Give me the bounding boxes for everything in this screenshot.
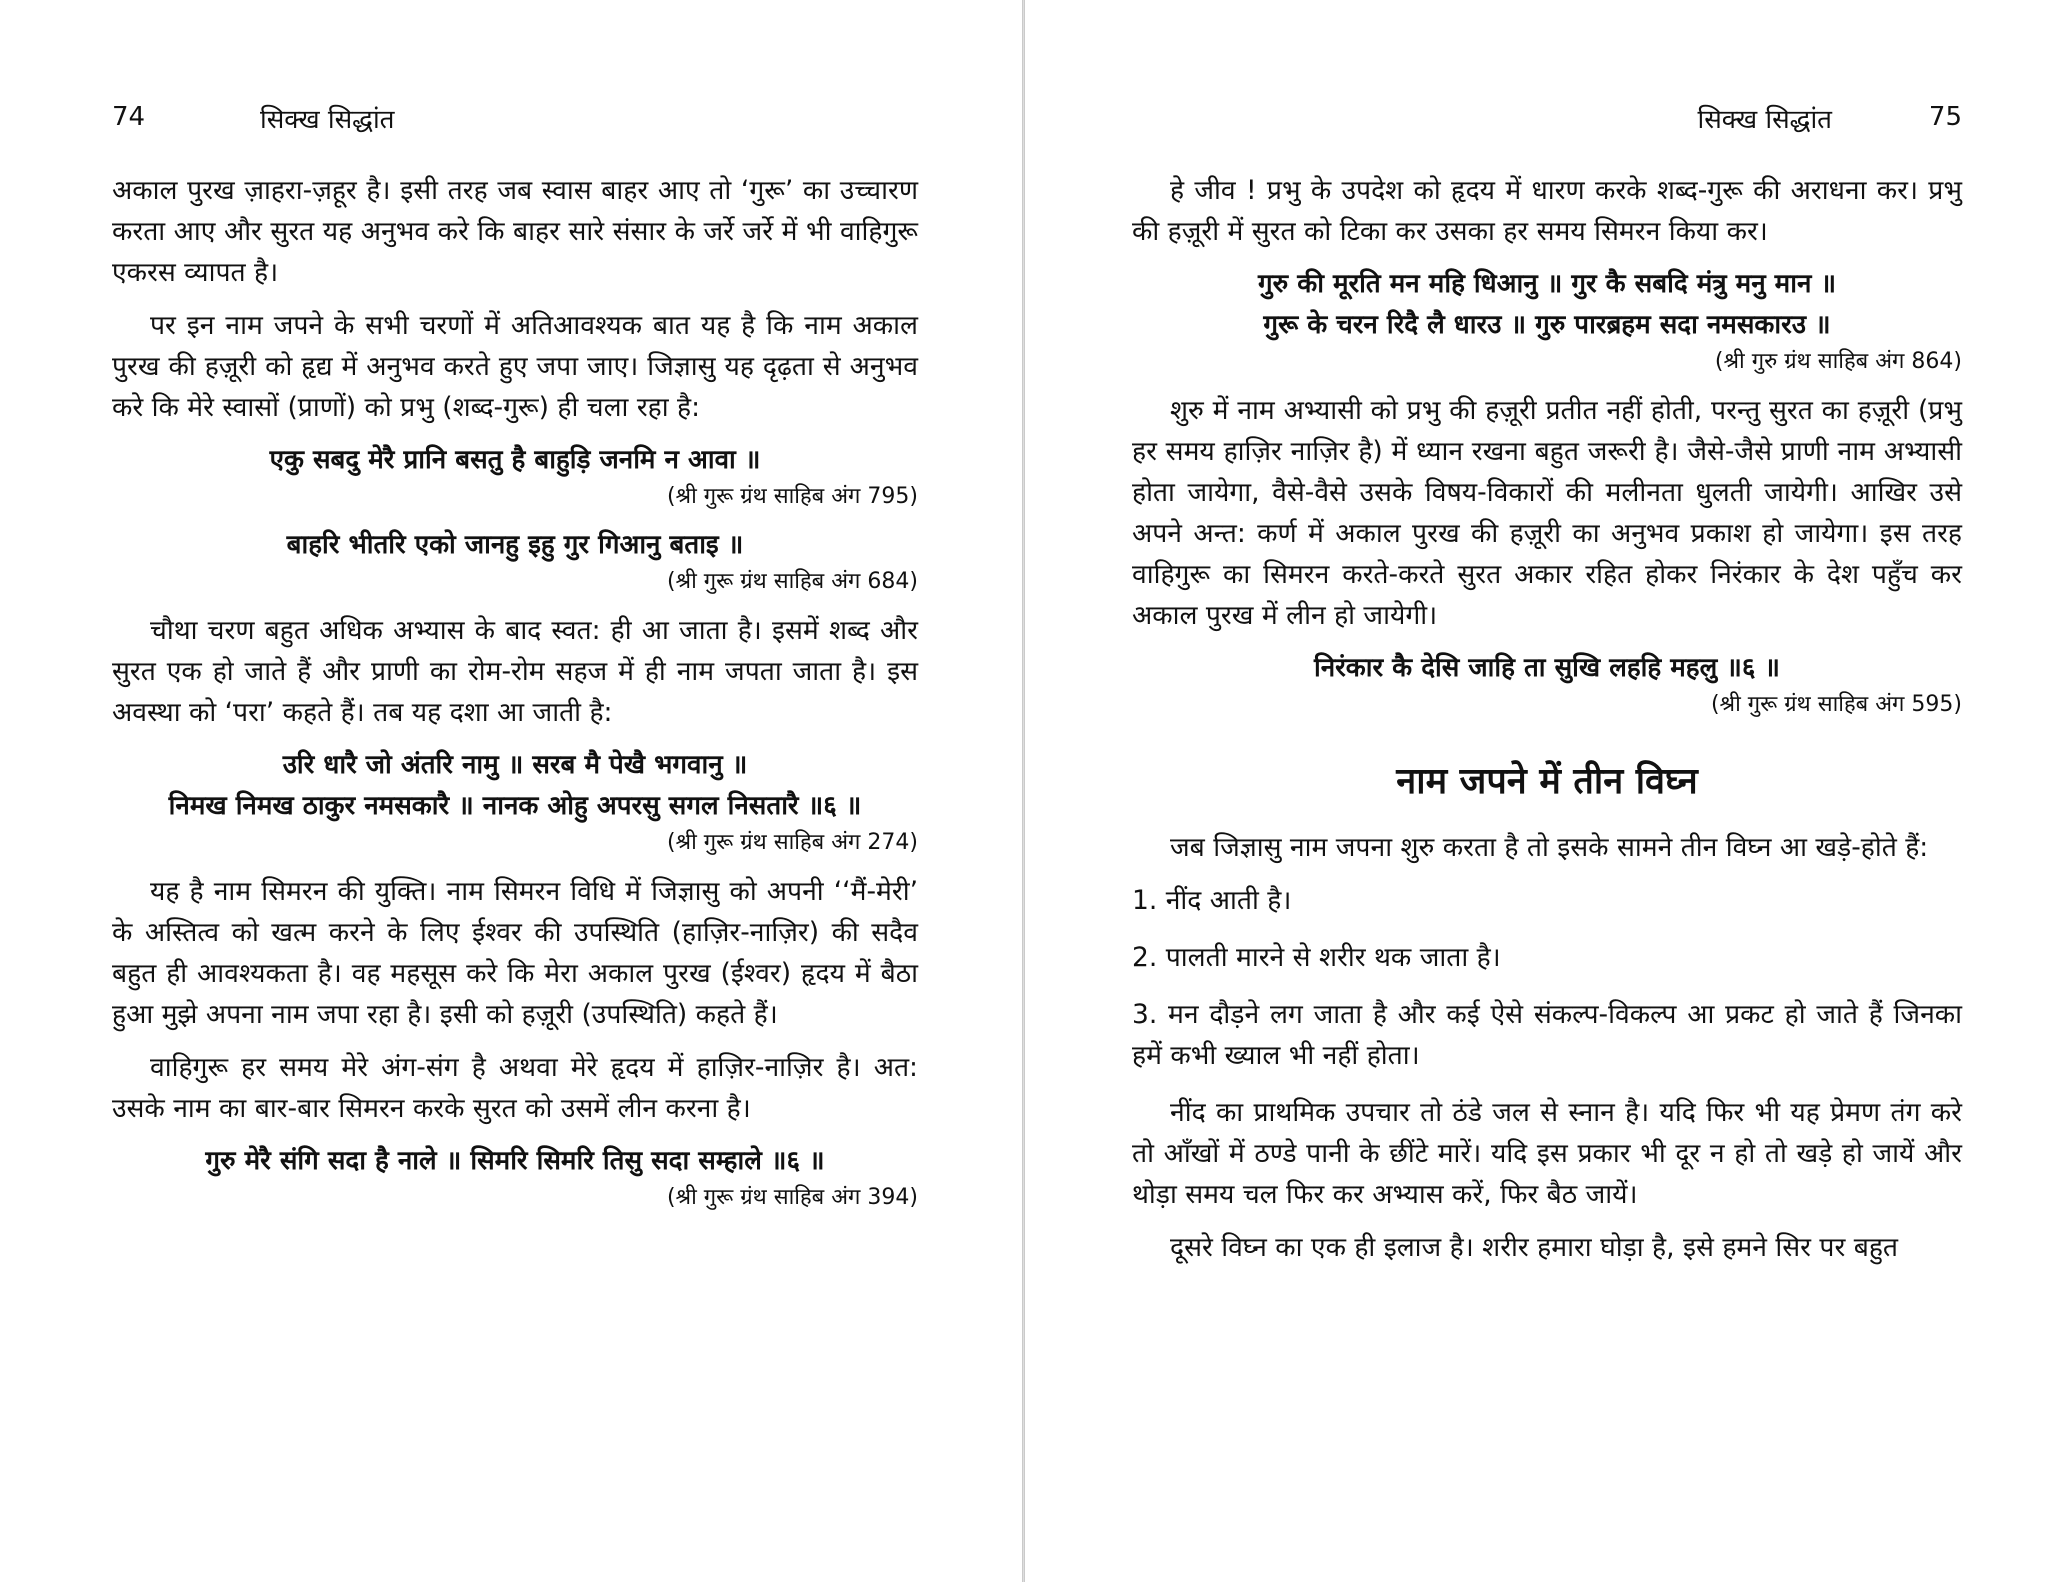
scripture-verse: गुरु मेरै संगि सदा है नाले ॥ सिमरि सिमरि तिसु सदा सम्हाले ॥६ ॥	[205, 1146, 825, 1176]
scripture-verse: गुरु की मूरति मन महि धिआनु ॥ गुर कै सबदि मंत्रु मनु मान ॥	[1257, 269, 1837, 299]
section-heading: नाम जपने में तीन विघ्न	[1396, 761, 1698, 802]
list-item: 1. नींद आती है।	[1132, 885, 1292, 916]
scripture-verse: निमख निमख ठाकुर नमसकारै ॥ नानक ओहु अपरसु सगल निसतारै ॥६ ॥	[168, 791, 862, 821]
page-number: 75	[1928, 102, 1962, 132]
running-title: सिक्ख सिद्धांत	[260, 105, 395, 135]
paragraph: अकाल पुरख ज़ाहरा-ज़हूर है। इसी तरह जब स्वास बाहर आए तो ‘गुरू’ का उच्चारण करता आए और सुरत यह अनुभव करे कि बाहर सारे संसार के जर्रे जर्रे में भी वाहिगुरू एकरस व्यापत है।	[112, 175, 918, 288]
left-page	[0, 0, 1020, 1582]
paragraph: हे जीव ! प्रभु के उपदेश को हृदय में धारण करके शब्द-गुरू की अराधना कर। प्रभु की हज़ूरी में सुरत को टिका कर उसका हर समय सिमरन किया कर।	[1132, 175, 1962, 247]
paragraph: नींद का प्राथमिक उपचार तो ठंडे जल से स्नान है। यदि फिर भी यह प्रेमण तंग करे तो आँखों में ठण्डे पानी के छींटे मारें। यदि इस प्रकार भी दूर न हो तो खड़े हो जायें और थोड़ा समय चल फिर कर अभ्यास करें, फिर बैठ जायें।	[1132, 1097, 1962, 1210]
running-title: सिक्ख सिद्धांत	[1697, 105, 1832, 135]
paragraph: शुरु में नाम अभ्यासी को प्रभु की हज़ूरी प्रतीत नहीं होती, परन्तु सुरत का हज़ूरी (प्रभु हर समय हाज़िर नाज़िर है) में ध्यान रखना बहुत जरूरी है। जैसे-जैसे प्राणी नाम अभ्यासी होता जायेगा, वैसे-वैसे उसके विषय-विकारों की मलीनता धुलती जायेगी। आखिर उसे अपने अन्त: कर्ण में अकाल पुरख की हज़ूरी का अनुभव प्रकाश हो जायेगा। इस तरह वाहिगुरू का सिमरन करते-करते सुरत अकार रहित होकर निरंकार के देश पहुँच कर अकाल पुरख में लीन हो जायेगी।	[1132, 395, 1962, 631]
paragraph: दूसरे विघ्न का एक ही इलाज है। शरीर हमारा घोड़ा है, इसे हमने सिर पर बहुत	[1170, 1232, 1899, 1263]
page-number: 74	[112, 102, 146, 132]
paragraph: चौथा चरण बहुत अधिक अभ्यास के बाद स्वत: ही आ जाता है। इसमें शब्द और सुरत एक हो जाते हैं और प्राणी का रोम-रोम सहज में ही नाम जपता जाता है। इस अवस्था को ‘परा’ कहते हैं। तब यह दशा आ जाती है:	[112, 615, 918, 728]
scripture-verse: बाहरि भीतरि एको जानहु इहु गुर गिआनु बताइ ॥	[286, 530, 744, 560]
scripture-verse: एकु सबदु मेरै प्रानि बसतु है बाहुड़ि जनमि न आवा ॥	[269, 445, 761, 475]
paragraph: वाहिगुरू हर समय मेरे अंग-संग है अथवा मेरे हृदय में हाज़िर-नाज़िर है। अत: उसके नाम का बार-बार सिमरन करके सुरत को उसमें लीन करना है।	[112, 1052, 918, 1124]
book-spine	[1022, 0, 1025, 1582]
verse-citation: (श्री गुरू ग्रंथ साहिब अंग 394)	[666, 1185, 918, 1210]
right-page	[1028, 0, 2048, 1582]
verse-citation: (श्री गुरु ग्रंथ साहिब अंग 864)	[1714, 349, 1962, 374]
verse-citation: (श्री गुरू ग्रंथ साहिब अंग 795)	[666, 484, 918, 509]
page-header	[112, 0, 918, 170]
scripture-verse: गुरू के चरन रिदै लै धारउ ॥ गुरु पारब्रहम सदा नमसकारउ ॥	[1263, 310, 1831, 340]
verse-citation: (श्री गुरू ग्रंथ साहिब अंग 595)	[1710, 692, 1962, 717]
list-item: 3. मन दौड़ने लग जाता है और कई ऐसे संकल्प-विकल्प आ प्रकट हो जाते हैं जिनका हमें कभी ख्याल भी नहीं होता।	[1132, 999, 1962, 1071]
verse-citation: (श्री गुरू ग्रंथ साहिब अंग 684)	[666, 569, 918, 594]
scripture-verse: निरंकार कै देसि जाहि ता सुखि लहहि महलु ॥६ ॥	[1313, 653, 1780, 683]
list-item: 2. पालती मारने से शरीर थक जाता है।	[1132, 942, 1501, 973]
paragraph: यह है नाम सिमरन की युक्ति। नाम सिमरन विधि में जिज्ञासु को अपनी ‘‘मैं-मेरी’ के अस्तित्व को खत्म करने के लिए ईश्वर की उपस्थिति (हाज़िर-नाज़िर) की सदैव बहुत ही आवश्यकता है। वह महसूस करे कि मेरा अकाल पुरख (ईश्वर) हृदय में बैठा हुआ मुझे अपना नाम जपा रहा है। इसी को हज़ूरी (उपस्थिति) कहते हैं।	[112, 876, 918, 1030]
paragraph: पर इन नाम जपने के सभी चरणों में अतिआवश्यक बात यह है कि नाम अकाल पुरख की हज़ूरी को हृद्य में अनुभव करते हुए जपा जाए। जिज्ञासु यह दृढ़ता से अनुभव करे कि मेरे स्वासों (प्राणों) को प्रभु (शब्द-गुरू) ही चला रहा है:	[112, 310, 918, 423]
page-header	[1132, 0, 1962, 170]
paragraph: जब जिज्ञासु नाम जपना शुरु करता है तो इसके सामने तीन विघ्न आ खड़े-होते हैं:	[1170, 832, 1929, 863]
scripture-verse: उरि धारै जो अंतरि नामु ॥ सरब मै पेखै भगवानु ॥	[282, 750, 748, 780]
verse-citation: (श्री गुरू ग्रंथ साहिब अंग 274)	[666, 830, 918, 855]
